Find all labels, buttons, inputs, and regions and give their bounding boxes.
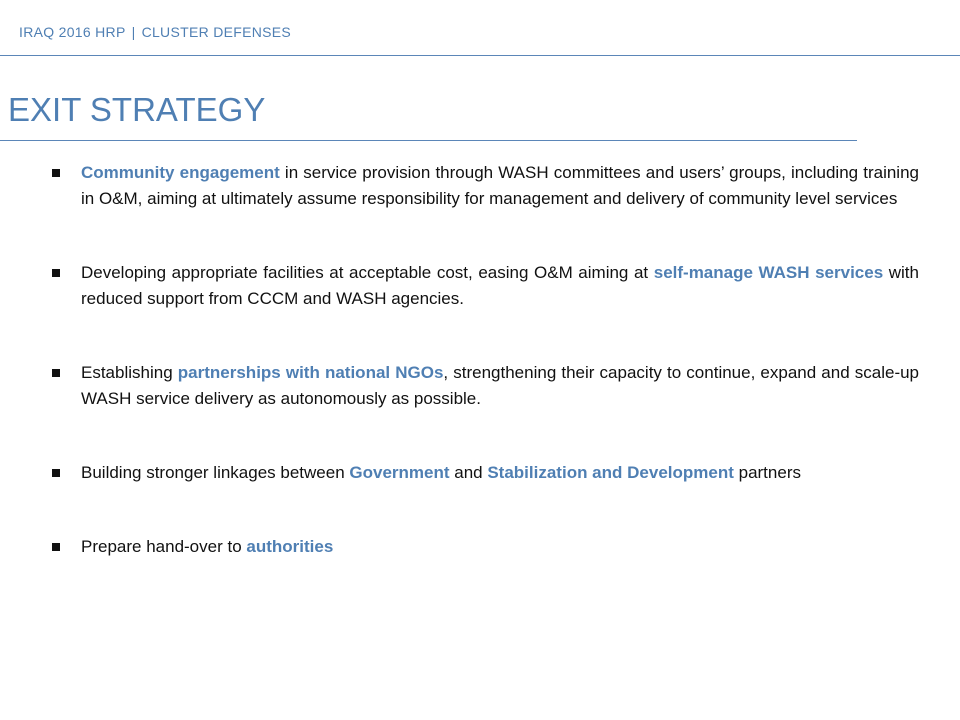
body-text: partners [733,463,801,482]
header-divider [0,55,960,56]
body-text: Prepare hand-over to [81,537,247,556]
square-bullet-icon [52,269,60,277]
square-bullet-icon [52,543,60,551]
bullet-list [51,160,919,560]
square-bullet-icon [52,169,60,177]
bullet-ngo-partnerships [51,360,919,412]
slide-title: EXIT STRATEGY [8,91,266,128]
bullet-hand-over [51,534,919,560]
highlight-text: self-manage WASH services [653,263,884,282]
highlight-text: authorities [246,537,334,556]
header-breadcrumb [19,24,291,40]
title-divider [0,140,857,141]
square-bullet-icon [52,469,60,477]
header-plan-label: IRAQ 2016 HRP [19,24,126,40]
body-text: Building stronger linkages between [81,463,350,482]
body-text: , strengthening their capacity to continue, expand and scale-up WASH service delivery as autonomously as possible. [81,363,920,408]
body-text: Developing appropriate facilities at acceptable cost, easing O&M aiming at [81,263,654,282]
body-text: in service provision through WASH committees and users’ groups, including training in O&M, aiming at ultimately assume responsibility for management and delivery of community level services [81,163,919,208]
body-text: and [449,463,488,482]
bullet-stronger-linkages [51,460,919,486]
header-separator: | [131,24,136,40]
body-text: Establishing [81,363,178,382]
header-section-label: CLUSTER DEFENSES [141,24,292,40]
bullet-community-engagement [51,160,919,212]
body-text: with reduced support from CCCM and WASH agencies. [81,263,919,308]
highlight-text: partnerships with national NGOs [177,363,444,382]
bullet-appropriate-facilities [51,260,919,312]
highlight-text: Stabilization and Development [487,463,734,482]
highlight-text: Government [349,463,450,482]
highlight-text: Community engagement [81,163,280,182]
square-bullet-icon [52,369,60,377]
